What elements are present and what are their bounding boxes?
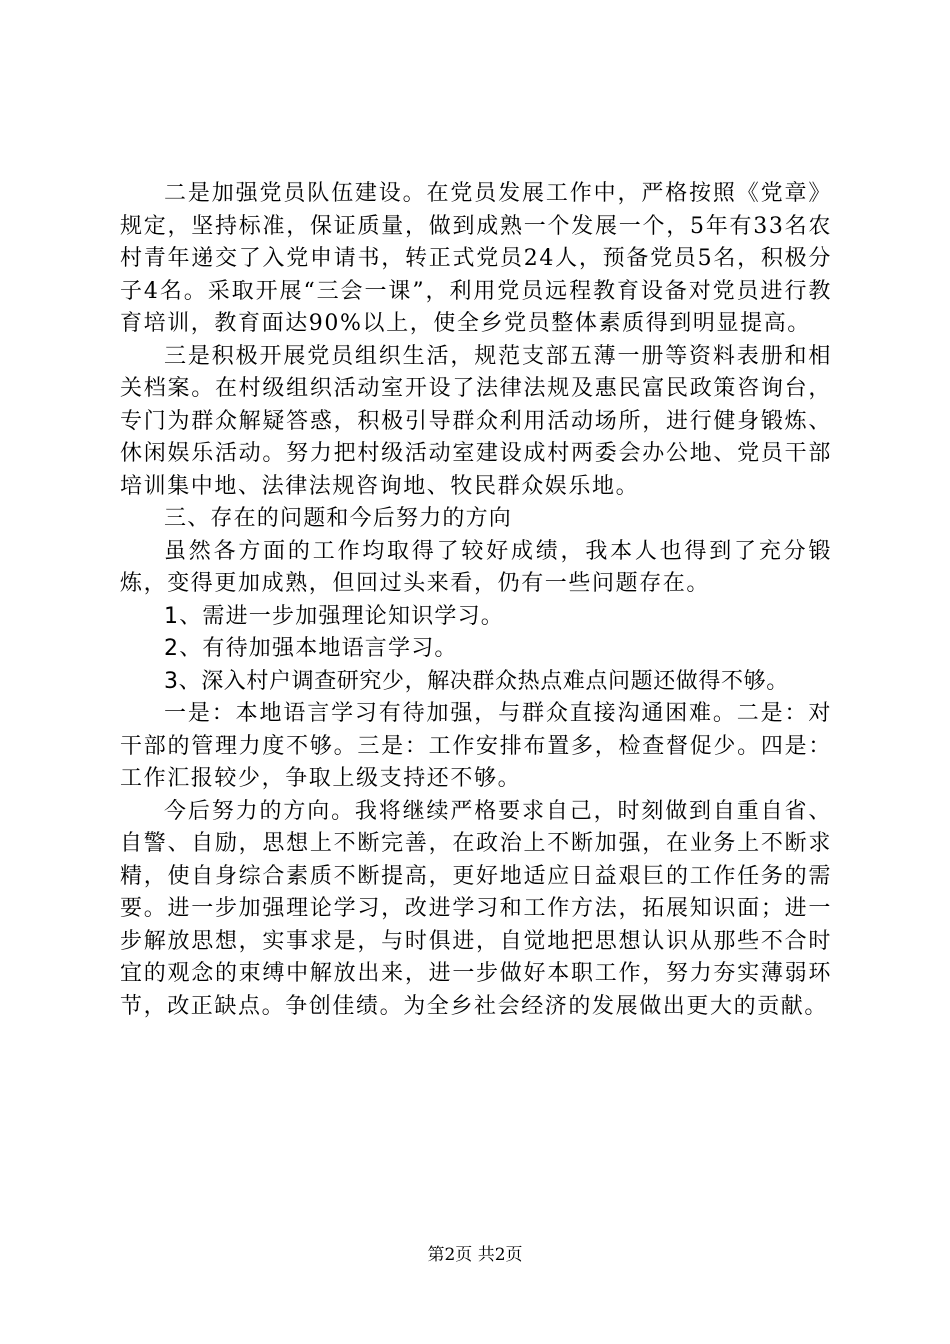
paragraph-party-member-building: 二是加强党员队伍建设。在党员发展工作中，严格按照《党章》规定，坚持标准，保证质量，做到成熟一个发展一个，5年有33名农村青年递交了入党申请书，转正式党员24人，预备党员5名，积极分子4名。采取开展“三会一课”，利用党员远程教育设备对党员进行教育培训，教育面达90%以上，使全乡党员整体素质得到明显提高。 — [120, 181, 832, 336]
document-body — [120, 178, 832, 1023]
section-heading-problems: 三、存在的问题和今后努力的方向 — [164, 506, 513, 531]
page-number-footer: 第2页 共2页 — [427, 1245, 523, 1265]
list-item-language-study: 2、有待加强本地语言学习。 — [164, 636, 458, 661]
paragraph-future-direction: 今后努力的方向。我将继续严格要求自己，时刻做到自重自省、自警、自励，思想上不断完善，在政治上不断加强，在业务上不断求精，使自身综合素质不断提高，更好地适应日益艰巨的工作任务的需要。进一步加强理论学习，改进学习和工作方法，拓展知识面；进一步解放思想，实事求是，与时俱进，自觉地把思想认识从那些不合时宜的观念的束缚中解放出来，进一步做好本职工作，努力夯实薄弱环节，改正缺点。争创佳绩。为全乡社会经济的发展做出更大的贡献。 — [120, 798, 832, 1019]
paragraph-problems-intro: 虽然各方面的工作均取得了较好成绩，我本人也得到了充分锻炼，变得更加成熟，但回过头来看，仍有一些问题存在。 — [120, 538, 832, 596]
paragraph-organization-life: 三是积极开展党员组织生活，规范支部五薄一册等资料表册和相关档案。在村级组织活动室开设了法律法规及惠民富民政策咨询台，专门为群众解疑答惑，积极引导群众利用活动场所，进行健身锻炼、休闲娱乐活动。努力把村级活动室建设成村两委会办公地、党员干部培训集中地、法律法规咨询地、牧民群众娱乐地。 — [120, 343, 832, 499]
list-item-field-research: 3、深入村户调查研究少，解决群众热点难点问题还做得不够。 — [164, 668, 789, 694]
list-item-theory-study: 1、需进一步加强理论知识学习。 — [164, 603, 504, 629]
paragraph-shortcomings: 一是：本地语言学习有待加强，与群众直接沟通困难。二是：对干部的管理力度不够。三是：工作安排布置多，检查督促少。四是：工作汇报较少，争取上级支持还不够。 — [120, 701, 832, 791]
